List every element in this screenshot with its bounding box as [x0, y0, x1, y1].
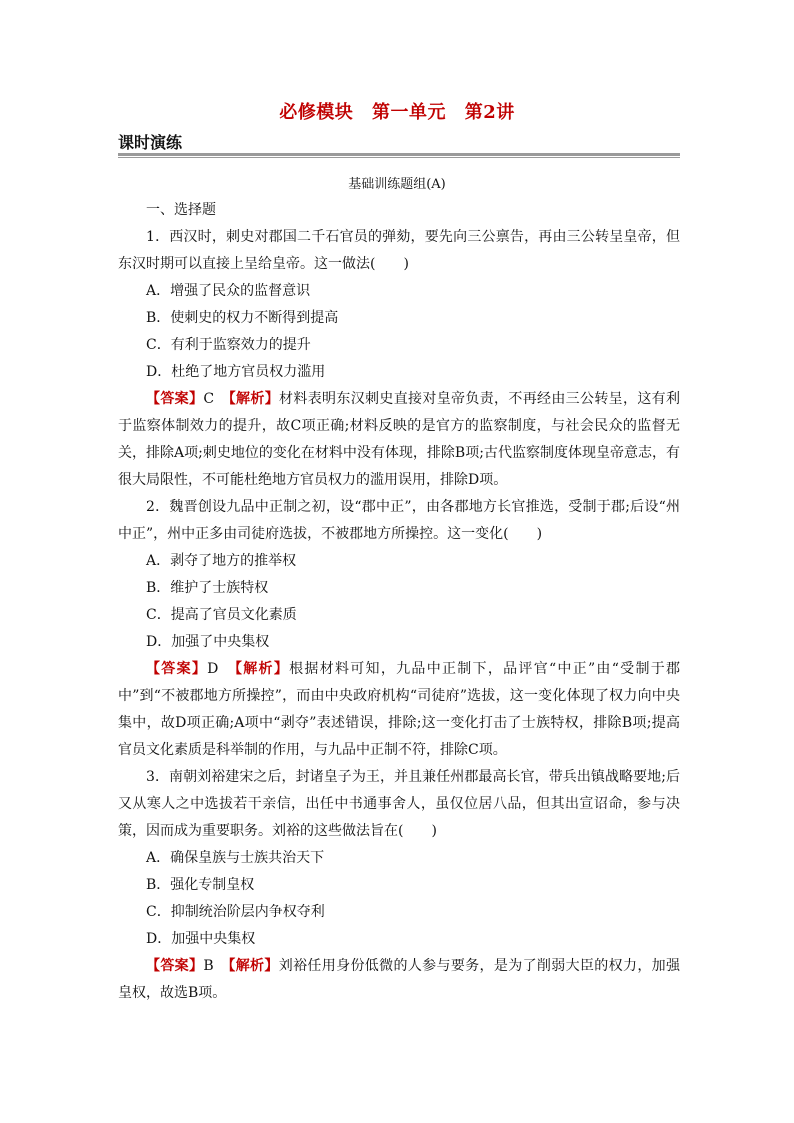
analysis-text-3: 刘裕任用身份低微的人参与要务，是为了削弱大臣的权力，加强皇权，故选B项。 [118, 958, 681, 1001]
answer-label: 【答案】 [146, 391, 204, 407]
title-lesson: 第2讲 [464, 102, 515, 123]
analysis-label: 【解析】 [228, 958, 279, 974]
answer-label: 【答案】 [146, 661, 208, 677]
option-1c: C．有利于监察效力的提升 [146, 337, 311, 353]
option-1a: A．增强了民众的监督意识 [146, 283, 311, 299]
option-3b: B．强化专制皇权 [146, 877, 255, 893]
option-1d: D．杜绝了地方官员权力滥用 [146, 364, 326, 380]
title-unit: 第一单元 [371, 102, 446, 123]
answer-value-3: B [203, 958, 214, 974]
option-2d: D．加强了中央集权 [146, 634, 270, 650]
answer-value-2: D [207, 661, 219, 677]
analysis-text-1: 材料表明东汉刺史直接对皇帝负责，不再经由三公转呈，这有利于监察体制效力的提升，故C项正确;材料反映的是官方的监察制度，与社会民众的监督无关，排除A项;刺史地位的变化在材料中没有体现，排除B项;古代监察制度体现皇帝意志，有很大局限性，不可能杜绝地方官员权力的滥用误用，排除D项。 [118, 391, 681, 488]
section-divider [118, 153, 680, 158]
option-3a: A．确保皇族与士族共治天下 [146, 850, 325, 866]
answer-value-1: C [203, 391, 215, 407]
option-2c: C．提高了官员文化素质 [146, 607, 297, 623]
analysis-label: 【解析】 [228, 391, 280, 407]
option-3c: C．抑制统治阶层内争权夺利 [146, 904, 325, 920]
option-2b: B．维护了士族特权 [146, 580, 269, 596]
option-2a: A．剥夺了地方的推举权 [146, 553, 297, 569]
answer-block-1 [118, 386, 680, 494]
section-heading: 课时演练 [118, 133, 183, 152]
option-3d: D．加强中央集权 [146, 931, 256, 947]
title-module: 必修模块 [279, 102, 354, 123]
question-stem-3: 3．南朝刘裕建宋之后，封诸皇子为王，并且兼任州郡最高长官，带兵出镇战略要地;后又从寒人之中选拔若干亲信，出任中书通事舍人，虽仅位居八品，但其出宣诏命，参与决策，因而成为重要职务。刘裕的这些做法旨在( ) [118, 769, 680, 839]
question-type-heading: 一、选择题 [146, 202, 216, 218]
answer-block-3 [118, 953, 680, 1007]
question-content [118, 197, 680, 1007]
analysis-text-2: 根据材料可知，九品中正制下，品评官“中正”由“受制于郡中”到“不被郡地方所操控”，而由中央政府机构“司徒府”选拔，这一变化体现了权力向中央集中，故D项正确;A项中“剥夺”表述错误，排除;这一变化打击了士族特权，排除B项;提高官员文化素质是科举制的作用，与九品中正制不符，排除C项。 [118, 661, 681, 758]
question-stem-1: 1．西汉时，刺史对郡国二千石官员的弹劾，要先向三公禀告，再由三公转呈皇帝，但东汉时期可以直接上呈给皇帝。这一做法( ) [118, 229, 680, 272]
answer-block-2 [118, 656, 680, 764]
document-title [0, 98, 794, 124]
question-stem-2: 2．魏晋创设九品中正制之初，设“郡中正”，由各郡地方长官推选，受制于郡;后设“州中正”，州中正多由司徒府选拔，不被郡地方所操控。这一变化( ) [118, 499, 680, 542]
answer-label: 【答案】 [146, 958, 204, 974]
option-1b: B．使刺史的权力不断得到提高 [146, 310, 339, 326]
group-title: 基础训练题组(A) [348, 177, 446, 192]
analysis-label: 【解析】 [234, 661, 290, 677]
